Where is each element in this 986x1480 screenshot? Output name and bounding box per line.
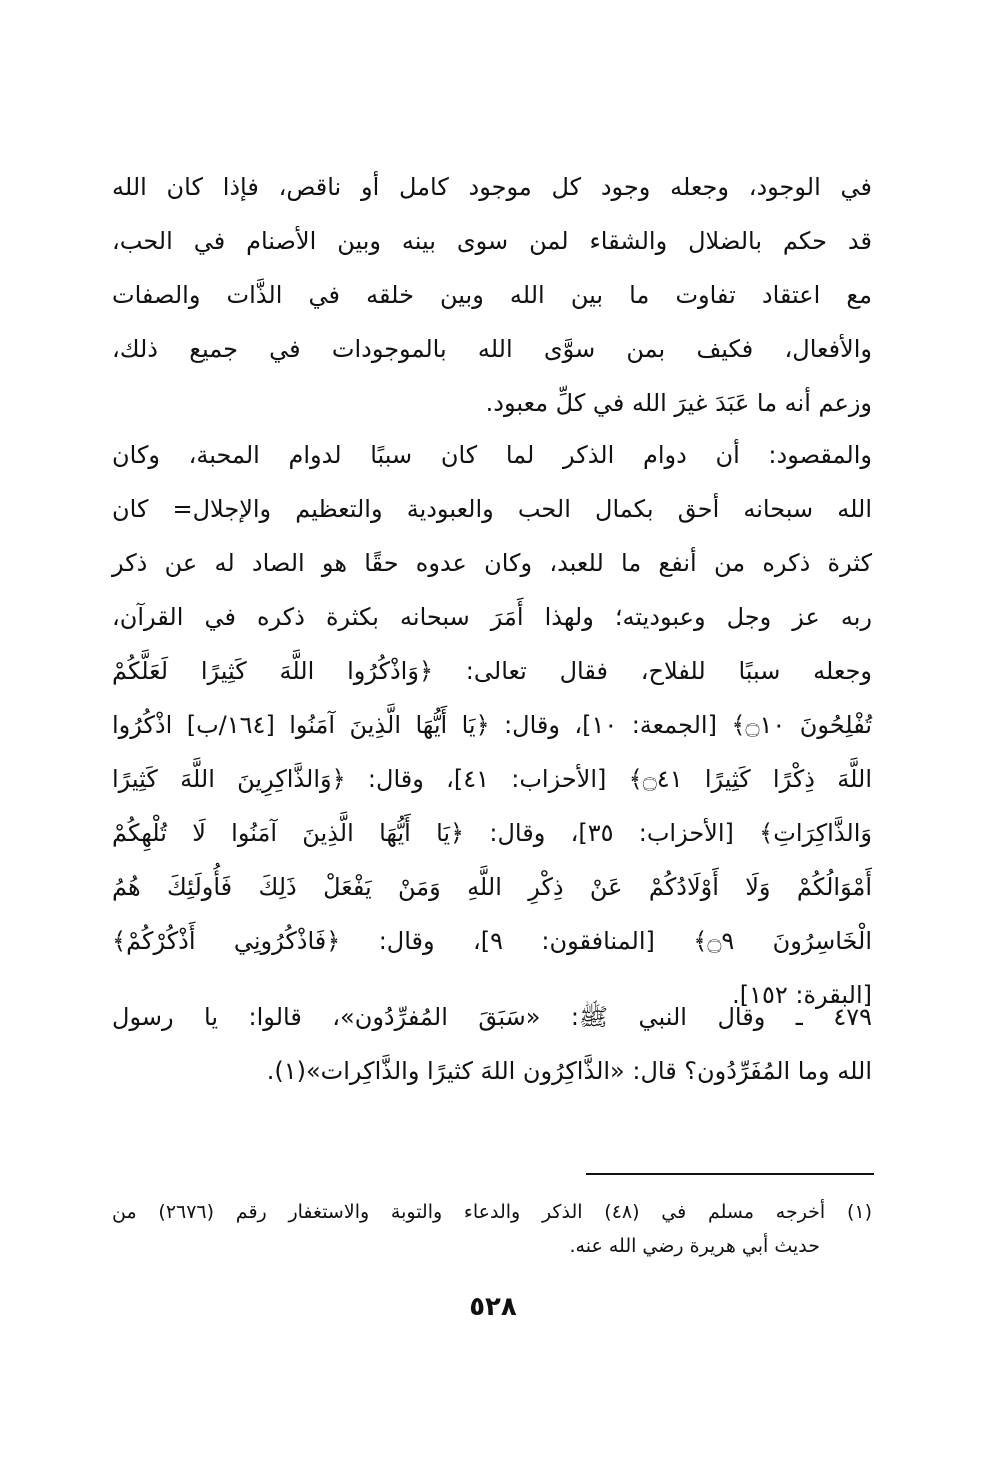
text-line: الله وما المُفَرِّدُون؟ قال: «الذَّاكِرُون اللهَ كثيرًا والذَّاكِرات»(١).: [266, 1057, 872, 1085]
footnote-line: (١) أخرجه مسلم في (٤٨) الذكر والدعاء والتوبة والاستغفار رقم (٢٦٧٦) من: [112, 1201, 873, 1223]
text-line: ٤٧٩ ـ وقال النبي ﷺ: «سَبَقَ المُفرِّدُون»، قالوا: يا رسول: [112, 1003, 872, 1031]
text-line: وزعم أنه ما عَبَدَ غيرَ الله في كلِّ معبود.: [485, 389, 872, 417]
text-line: وجعله سببًا للفلاح، فقال تعالى: ﴿وَاذْكُرُوا اللَّهَ كَثِيرًا لَعَلَّكُمْ: [112, 657, 872, 685]
text-line: والمقصود: أن دوام الذكر لما كان سببًا لدوام المحبة، وكان: [112, 441, 872, 469]
text-line: الله سبحانه أحق بكمال الحب والعبودية والتعظيم والإجلال= كان: [112, 495, 872, 523]
text-line: أَمْوَالُكُمْ وَلَا أَوْلَادُكُمْ عَنْ ذِكْرِ اللَّهِ وَمَنْ يَفْعَلْ ذَلِكَ فَأُولَئِكَ هُمُ: [112, 873, 872, 901]
footnote: [112, 1195, 872, 1263]
text-line: والأفعال، فكيف بمن سوَّى الله بالموجودات في جميع ذلك،: [112, 335, 872, 363]
text-line: تُفْلِحُونَ ۝١٠﴾ [الجمعة: ١٠]، وقال: ﴿يَا أَيُّهَا الَّذِينَ آمَنُوا [١٦٤/ب] اذْكُرُوا: [112, 711, 873, 739]
text-line: ربه عز وجل وعبوديته؛ ولهذا أَمَرَ سبحانه بكثرة ذكره في القرآن،: [112, 603, 872, 631]
text-line: مع اعتقاد تفاوت ما بين الله وبين خلقه في الذَّات والصفات: [112, 281, 872, 309]
text-line: كثرة ذكره من أنفع ما للعبد، وكان عدوه حقًا هو الصاد له عن ذكر: [112, 549, 872, 577]
footnote-divider: [586, 1173, 874, 1175]
text-line: في الوجود، وجعله وجود كل موجود كامل أو ناقص، فإذا كان الله: [112, 173, 872, 201]
paragraph-2: [112, 428, 872, 1022]
page-number: ٥٢٨: [469, 1292, 517, 1322]
text-line: الْخَاسِرُونَ ۝٩﴾ [المنافقون: ٩]، وقال: ﴿فَاذْكُرُونِي أَذْكُرْكُمْ﴾: [112, 927, 872, 955]
text-line: قد حكم بالضلال والشقاء لمن سوى بينه وبين الأصنام في الحب،: [112, 227, 872, 255]
text-line: وَالذَّاكِرَاتِ﴾ [الأحزاب: ٣٥]، وقال: ﴿يَا أَيُّهَا الَّذِينَ آمَنُوا لَا تُلْهِكُمْ: [112, 819, 872, 847]
paragraph-1: [112, 160, 872, 430]
footnote-line: حديث أبي هريرة رضي الله عنه.: [569, 1235, 820, 1257]
text-line: [البقرة: ١٥٢].: [732, 981, 872, 1009]
text-line: اللَّهَ ذِكْرًا كَثِيرًا ۝٤١﴾ [الأحزاب: ٤١]، وقال: ﴿وَالذَّاكِرِينَ اللَّهَ كَثِيرًا: [112, 765, 873, 793]
hadith-paragraph: [112, 990, 872, 1098]
